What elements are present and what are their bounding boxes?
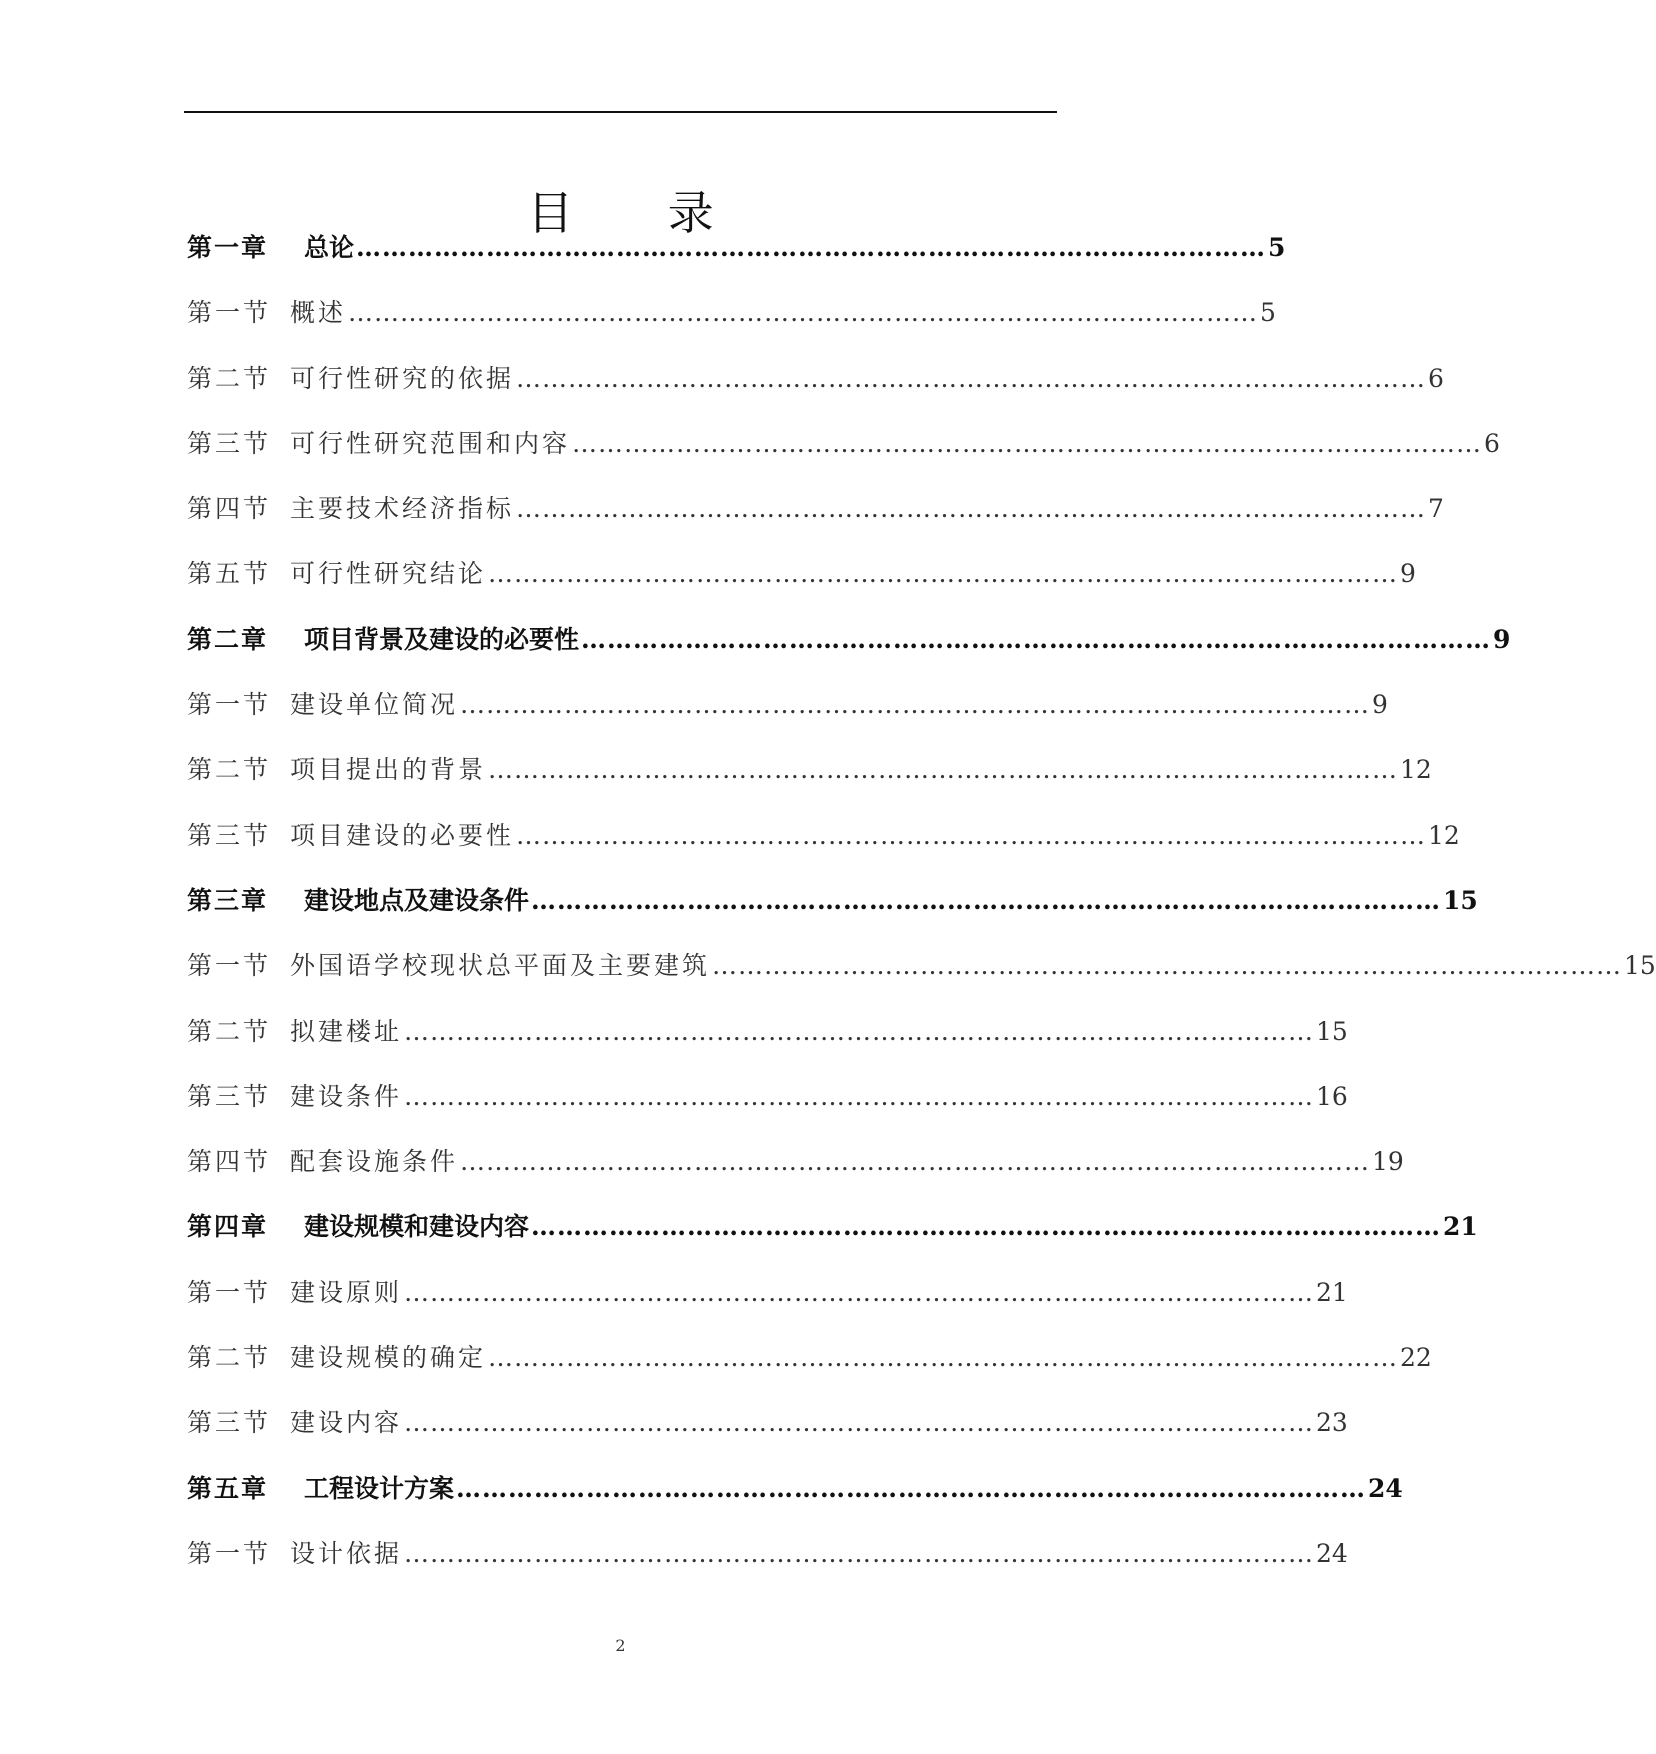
toc-entry-title: 建设规模的确定 bbox=[290, 1343, 487, 1373]
toc-leader: …………………………………………………………………………………………… bbox=[488, 1343, 1399, 1373]
toc-leader: …………………………………………………………………………………………… bbox=[531, 1212, 1442, 1242]
toc-entry-number: 第一章 bbox=[187, 233, 269, 262]
toc-entry-page: 21 bbox=[1443, 1212, 1478, 1242]
toc-leader: …………………………………………………………………………………………… bbox=[404, 1016, 1315, 1046]
toc-entry-page: 9 bbox=[1493, 624, 1511, 654]
toc-entry-title: 可行性研究的依据 bbox=[290, 363, 515, 393]
toc-entry-page: 5 bbox=[1260, 298, 1276, 328]
toc-entry-title: 拟建楼址 bbox=[290, 1016, 403, 1046]
toc-entry-title: 建设原则 bbox=[290, 1277, 403, 1307]
toc-leader: …………………………………………………………………………………………… bbox=[404, 1081, 1315, 1111]
toc-entry-title: 配套设施条件 bbox=[290, 1147, 459, 1177]
toc-entry-number: 第五章 bbox=[187, 1473, 269, 1503]
toc-entry-section[interactable] bbox=[187, 1335, 1432, 1400]
toc-leader: …………………………………………………………………………………………… bbox=[488, 559, 1399, 589]
toc-entry-number: 第二节 bbox=[187, 1016, 272, 1046]
toc-entry-title: 主要技术经济指标 bbox=[290, 494, 515, 524]
toc-leader: …………………………………………………………………………………………… bbox=[404, 1408, 1315, 1438]
toc-leader: …………………………………………………………………………………………… bbox=[488, 755, 1399, 785]
toc-entry-number: 第二节 bbox=[187, 363, 272, 393]
toc-entry-number: 第一节 bbox=[187, 1538, 272, 1568]
toc-leader: …………………………………………………………………………………………… bbox=[531, 885, 1442, 915]
toc-list bbox=[187, 225, 1656, 1596]
toc-entry-page: 15 bbox=[1316, 1016, 1348, 1046]
toc-leader: …………………………………………………………………………………………… bbox=[516, 494, 1427, 524]
toc-entry-title: 建设条件 bbox=[290, 1081, 403, 1111]
toc-title: 目 录 bbox=[527, 185, 754, 240]
toc-entry-title: 项目提出的背景 bbox=[290, 755, 487, 785]
toc-entry-section[interactable] bbox=[187, 290, 1276, 355]
toc-leader: …………………………………………………………………………………………… bbox=[404, 1538, 1315, 1568]
toc-entry-title: 项目背景及建设的必要性 bbox=[304, 624, 580, 654]
toc-entry-section[interactable] bbox=[187, 682, 1388, 747]
toc-entry-number: 第一节 bbox=[187, 298, 272, 328]
toc-entry-section[interactable] bbox=[187, 1009, 1348, 1074]
toc-entry-title: 项目建设的必要性 bbox=[290, 820, 515, 850]
toc-entry-page: 19 bbox=[1372, 1147, 1404, 1177]
toc-entry-page: 16 bbox=[1316, 1081, 1348, 1111]
toc-entry-section[interactable] bbox=[187, 421, 1500, 486]
toc-entry-number: 第四章 bbox=[187, 1212, 269, 1242]
toc-entry-chapter-1[interactable] bbox=[187, 225, 1286, 290]
toc-leader: …………………………………………………………………………………………… bbox=[456, 1473, 1367, 1503]
toc-entry-page: 12 bbox=[1428, 820, 1460, 850]
toc-entry-page: 23 bbox=[1316, 1408, 1348, 1438]
toc-leader: …………………………………………………………………………………………… bbox=[581, 624, 1492, 654]
toc-entry-chapter-2[interactable] bbox=[187, 617, 1511, 682]
toc-entry-page: 15 bbox=[1443, 885, 1478, 915]
toc-entry-section[interactable] bbox=[187, 1074, 1348, 1139]
toc-entry-number: 第三节 bbox=[187, 1408, 272, 1438]
toc-entry-number: 第三节 bbox=[187, 820, 272, 850]
toc-entry-number: 第二节 bbox=[187, 1343, 272, 1373]
toc-entry-title: 建设规模和建设内容 bbox=[304, 1212, 530, 1242]
page-number: 2 bbox=[615, 1636, 626, 1655]
toc-entry-title: 外国语学校现状总平面及主要建筑 bbox=[290, 951, 711, 981]
toc-entry-number: 第四节 bbox=[187, 494, 272, 524]
toc-entry-section[interactable] bbox=[187, 551, 1416, 616]
toc-leader: …………………………………………………………………………………………… bbox=[404, 1277, 1315, 1307]
header-rule bbox=[184, 111, 1057, 113]
toc-entry-number: 第一节 bbox=[187, 1277, 272, 1307]
toc-entry-section[interactable] bbox=[187, 813, 1460, 878]
toc-entry-number: 第三节 bbox=[187, 428, 272, 458]
toc-entry-page: 9 bbox=[1400, 559, 1416, 589]
toc-entry-page: 5 bbox=[1268, 233, 1286, 262]
toc-entry-number: 第三章 bbox=[187, 885, 269, 915]
toc-entry-section[interactable] bbox=[187, 1270, 1348, 1335]
toc-entry-title: 设计依据 bbox=[290, 1538, 403, 1568]
toc-entry-chapter-4[interactable] bbox=[187, 1204, 1478, 1269]
toc-leader: …………………………………………………………………………………………… bbox=[460, 690, 1371, 720]
toc-entry-section[interactable] bbox=[187, 747, 1432, 812]
toc-entry-number: 第四节 bbox=[187, 1147, 272, 1177]
toc-entry-page: 22 bbox=[1400, 1343, 1432, 1373]
toc-entry-number: 第二章 bbox=[187, 624, 269, 654]
toc-entry-number: 第二节 bbox=[187, 755, 272, 785]
toc-entry-title: 建设内容 bbox=[290, 1408, 403, 1438]
toc-leader: …………………………………………………………………………………………… bbox=[516, 820, 1427, 850]
toc-entry-section[interactable] bbox=[187, 1139, 1404, 1204]
toc-entry-page: 6 bbox=[1484, 428, 1500, 458]
toc-entry-title: 可行性研究范围和内容 bbox=[290, 428, 571, 458]
toc-entry-chapter-5[interactable] bbox=[187, 1466, 1403, 1531]
toc-entry-title: 总论 bbox=[304, 233, 355, 262]
toc-entry-title: 建设单位简况 bbox=[290, 690, 459, 720]
toc-entry-number: 第一节 bbox=[187, 951, 272, 981]
toc-entry-section[interactable] bbox=[187, 943, 1656, 1008]
toc-entry-section[interactable] bbox=[187, 1400, 1348, 1465]
toc-leader: …………………………………………………………………………………………… bbox=[348, 298, 1259, 328]
toc-entry-title: 工程设计方案 bbox=[304, 1473, 455, 1503]
toc-entry-title: 概述 bbox=[290, 298, 347, 328]
toc-leader: …………………………………………………………………………………………… bbox=[516, 363, 1427, 393]
toc-entry-title: 可行性研究结论 bbox=[290, 559, 487, 589]
toc-entry-page: 7 bbox=[1428, 494, 1444, 524]
toc-entry-page: 15 bbox=[1624, 951, 1656, 981]
toc-entry-title: 建设地点及建设条件 bbox=[304, 885, 530, 915]
toc-entry-number: 第五节 bbox=[187, 559, 272, 589]
toc-leader: …………………………………………………………………………………………… bbox=[572, 428, 1483, 458]
toc-entry-number: 第三节 bbox=[187, 1081, 272, 1111]
toc-leader: …………………………………………………………………………………………… bbox=[356, 233, 1267, 262]
toc-entry-page: 24 bbox=[1368, 1473, 1403, 1503]
toc-entry-section[interactable] bbox=[187, 486, 1444, 551]
toc-entry-page: 21 bbox=[1316, 1277, 1348, 1307]
toc-leader: …………………………………………………………………………………………… bbox=[460, 1147, 1371, 1177]
toc-entry-page: 24 bbox=[1316, 1538, 1348, 1568]
toc-entry-page: 6 bbox=[1428, 363, 1444, 393]
toc-entry-chapter-3[interactable] bbox=[187, 878, 1478, 943]
toc-entry-section[interactable] bbox=[187, 356, 1444, 421]
toc-leader: …………………………………………………………………………………………… bbox=[712, 951, 1623, 981]
toc-entry-page: 9 bbox=[1372, 690, 1388, 720]
toc-entry-page: 12 bbox=[1400, 755, 1432, 785]
toc-entry-section[interactable] bbox=[187, 1531, 1348, 1596]
toc-entry-number: 第一节 bbox=[187, 690, 272, 720]
